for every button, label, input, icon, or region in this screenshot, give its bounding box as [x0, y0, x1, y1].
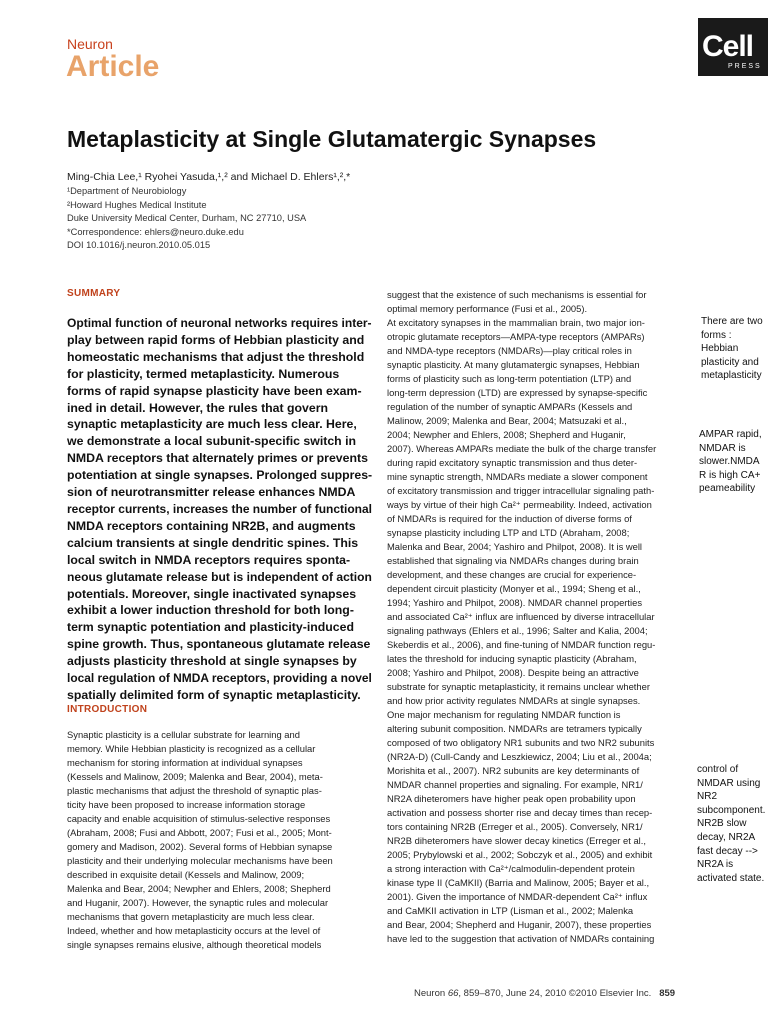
body-line: and CaMKII activation in LTP (Lisman et al., 2002; Malenka: [387, 905, 634, 916]
intro-line: mechanism for storing information at individual synapses: [67, 757, 303, 768]
correspondence-link[interactable]: *Correspondence: ehlers@neuro.duke.edu: [67, 226, 244, 237]
summary-line: homeostatic mechanisms that adjust the threshold: [67, 349, 365, 364]
body-line: signaling pathways (Ehlers et al., 1996; Salter and Kalia, 2004;: [387, 625, 648, 636]
body-line: One major mechanism for regulating NMDAR function is: [387, 709, 621, 720]
intro-line: single synapses remains elusive, although theoretical models: [67, 939, 322, 950]
margin-note-line: slower.NMDA: [699, 456, 760, 468]
margin-note-nr2: [697, 763, 765, 885]
body-line: kinase type II (CaMKII) (Barria and Malinow, 2005; Bayer et al.,: [387, 877, 650, 888]
intro-line: Indeed, whether and how metaplasticity occurs at the level of: [67, 925, 321, 936]
margin-note-line: metaplasticity: [701, 370, 762, 382]
body-line: optimal memory performance (Fusi et al., 2005).: [387, 303, 588, 314]
body-line: and NMDA-type receptors (NMDARs)—play critical roles in: [387, 345, 632, 356]
paper-title: Metaplasticity at Single Glutamatergic Synapses: [67, 126, 597, 152]
body-line: At excitatory synapses in the mammalian brain, two major ion-: [387, 317, 645, 328]
margin-note-line: R is high CA+: [699, 469, 761, 481]
body-line: established that signaling via NMDARs changes during brain: [387, 555, 639, 566]
summary-line: calcium transients at single dendritic spines. This: [67, 535, 359, 550]
introduction-heading: INTRODUCTION: [67, 704, 148, 715]
page-footer: [414, 988, 675, 999]
summary-line: NMDA receptors that alternately primes or prevents: [67, 451, 368, 466]
body-line: of excitatory transmission and trigger intracellular signaling path-: [387, 485, 655, 496]
margin-note-line: fast decay -->: [697, 845, 758, 857]
body-line: 2007). Whereas AMPARs mediate the bulk of the charge transfer: [387, 443, 657, 454]
margin-note-line: AMPAR rapid,: [699, 429, 762, 440]
footer-citation: , 859–870, June 24, 2010 ©2010 Elsevier Inc.: [458, 988, 652, 999]
affiliation-3: Duke University Medical Center, Durham, NC 27710, USA: [67, 213, 307, 224]
body-line: lates the threshold for inducing synaptic plasticity (Abraham,: [387, 653, 637, 664]
footer-volume: 66: [447, 988, 459, 999]
summary-line: potentials. Moreover, single inactivated synapses: [67, 586, 357, 601]
summary-line: Optimal function of neuronal networks requires inter-: [67, 316, 372, 330]
summary-line: exhibit a lower induction threshold for both long-: [67, 603, 354, 618]
intro-line: mechanisms that govern metaplasticity are much less clear.: [67, 911, 315, 922]
summary-line: potentiation at single synapses. Prolonged suppres-: [67, 468, 372, 483]
body-line: ways by virtue of their high Ca²⁺ permeability. Indeed, activation: [387, 499, 652, 510]
body-line: substrate for synaptic metaplasticity, it remains unclear whether: [387, 681, 650, 692]
body-line: NMDAR channel properties and signaling. For example, NR1/: [387, 779, 643, 790]
summary-line: local switch in NMDA receptors requires sponta-: [67, 552, 351, 567]
summary-line: play between rapid forms of Hebbian plasticity and: [67, 332, 365, 347]
page-number: 859: [659, 988, 676, 999]
margin-note-line: forms :: [701, 329, 732, 341]
affiliations: [67, 185, 306, 253]
summary-line: receptor currents, increases the number of functional: [67, 501, 372, 516]
intro-line: ticity have been proposed to increase information storage: [67, 799, 306, 810]
summary-line: adjusts plasticity threshold at single synapses by: [67, 654, 357, 669]
body-line: Malenka and Bear, 2004; Yashiro and Philpot, 2008). It is well: [387, 541, 643, 552]
intro-line: Synaptic plasticity is a cellular substrate for learning and: [67, 729, 300, 740]
intro-line: Malenka and Bear, 2004; Newpher and Ehlers, 2008; Shepherd: [67, 883, 331, 894]
body-line: 2004; Newpher and Ehlers, 2008; Shepherd and Huganir,: [387, 429, 626, 440]
section-label: Article: [66, 50, 160, 83]
body-line: mine synaptic strength, NMDARs mediate a slower component: [387, 471, 648, 482]
body-line: forms of plasticity such as long-term potentiation (LTP) and: [387, 373, 632, 384]
margin-note-line: NR2B slow: [697, 818, 747, 830]
summary-line: for plasticity, termed metaplasticity. Numerous: [67, 366, 340, 381]
logo-sub-text: PRESS: [728, 63, 762, 70]
summary-body: [67, 315, 372, 704]
body-line: synaptic plasticity. At many glutamatergic synapses, Hebbian: [387, 359, 640, 370]
affiliation-1: ¹Department of Neurobiology: [67, 186, 187, 196]
margin-note-ampar: [699, 428, 762, 496]
journal-name: Neuron: [67, 36, 113, 52]
summary-line: term synaptic potentiation and plasticity-induced: [67, 620, 354, 635]
intro-line: (Abraham, 2008; Fusi and Abbott, 2007; Fusi et al., 2005; Mont-: [67, 827, 332, 838]
body-line: composed of two obligatory NR1 subunits and two NR2 subunits: [387, 737, 655, 748]
summary-heading: SUMMARY: [67, 288, 121, 299]
affiliation-2: ²Howard Hughes Medical Institute: [67, 199, 207, 210]
body-line: altering subunit composition. NMDARs are tetramers typically: [387, 723, 642, 734]
author-list: Ming-Chia Lee,¹ Ryohei Yasuda,¹,² and Michael D. Ehlers¹,²,*: [67, 171, 351, 183]
introduction-column-2: [387, 288, 693, 946]
margin-note-line: NR2: [697, 791, 718, 803]
body-line: Malinow, 2009; Malenka and Bear, 2004; Matsuzaki et al.,: [387, 415, 627, 426]
introduction-column-1: [67, 728, 372, 952]
intro-line: and Huganir, 2007). However, the synaptic rules and molecular: [67, 897, 329, 908]
body-line: development, and these changes are crucial for experience-: [387, 569, 637, 580]
body-line: synapse plasticity including LTP and LTD (Abraham, 2008;: [387, 527, 630, 538]
body-line: and Bear, 2004; Shepherd and Huganir, 2007), these properties: [387, 919, 652, 930]
margin-note-line: control of: [697, 764, 739, 775]
body-line: a strong interaction with Ca²⁺/calmodulin-dependent protein: [387, 863, 635, 874]
summary-line: neous glutamate release but is independent of action: [67, 569, 372, 584]
body-line: NR2B diheteromers have slower decay kinetics (Erreger et al.,: [387, 835, 646, 846]
body-line: during rapid excitatory synaptic transmission and thus deter-: [387, 457, 638, 468]
summary-line: sion of neurotransmitter release enhances NMDA: [67, 485, 356, 500]
body-line: suggest that the existence of such mechanisms is essential for: [387, 289, 647, 300]
intro-line: plastic mechanisms that adjust the threshold of synaptic plas-: [67, 785, 322, 796]
body-line: and how prior activity regulates NMDARs at single synapses.: [387, 695, 641, 706]
body-line: otropic glutamate receptors—AMPA-type receptors (AMPARs): [387, 331, 645, 342]
body-line: Morishita et al., 2007). NR2 subunits are key determinants of: [387, 765, 640, 776]
margin-note-line: Hebbian: [701, 343, 739, 355]
footer-journal: Neuron: [414, 988, 446, 999]
margin-note-line: There are two: [701, 316, 763, 327]
margin-note-line: NMDAR is: [699, 442, 746, 454]
summary-line: spatially delimited form of synaptic metaplasticity.: [67, 687, 361, 702]
doi: DOI 10.1016/j.neuron.2010.05.015: [67, 240, 211, 251]
body-line: tors containing NR2B (Erreger et al., 2005). Conversely, NR1/: [387, 821, 643, 832]
body-line: 1994; Yashiro and Philpot, 2008). NMDAR channel properties: [387, 597, 643, 608]
body-line: Skeberdis et al., 2006), and fine-tuning of NMDAR function regu-: [387, 639, 656, 650]
summary-line: we demonstrate a local subunit-specific switch in: [67, 434, 357, 449]
margin-note-line: peameability: [699, 483, 756, 495]
publisher-logo: [698, 18, 768, 76]
body-line: have led to the suggestion that activation of NMDARs containing: [387, 933, 655, 944]
summary-line: synaptic metaplasticity are much less clear. Here,: [67, 417, 357, 432]
body-line: NR2A diheteromers have higher peak open probability upon: [387, 793, 636, 804]
summary-line: NMDA receptors containing NR2B, and augments: [67, 518, 356, 533]
body-line: dependent circuit plasticity (Monyer et al., 1994; Sheng et al.,: [387, 583, 641, 594]
intro-line: plasticity and their underlying molecular mechanisms have been: [67, 855, 333, 866]
intro-line: gomery and Madison, 2002). Several forms of Hebbian synapse: [67, 841, 333, 852]
body-line: activation and possess shorter rise and decay times than recep-: [387, 807, 653, 818]
margin-note-line: activated state.: [697, 872, 765, 884]
intro-line: (Kessels and Malinow, 2009; Malenka and Bear, 2004), meta-: [67, 771, 323, 782]
margin-note-line: decay, NR2A: [697, 831, 756, 843]
body-line: 2001). Given the importance of NMDAR-dependent Ca²⁺ influx: [387, 891, 648, 902]
intro-line: memory. While Hebbian plasticity is recognized as a cellular: [67, 743, 316, 754]
margin-note-line: NMDAR using: [697, 777, 761, 789]
margin-note-line: NR2A is: [697, 859, 734, 871]
logo-main-text: Cell: [702, 30, 754, 63]
body-line: regulation of the number of synaptic AMPARs (Kessels and: [387, 401, 633, 412]
margin-note-line: subcomponent.: [697, 804, 766, 816]
summary-line: local regulation of NMDA receptors, providing a novel: [67, 671, 372, 686]
body-line: (NR2A-D) (Cull-Candy and Leszkiewicz, 2004; Liu et al., 2004a;: [387, 751, 652, 762]
summary-line: spine growth. Thus, spontaneous glutamate release: [67, 637, 371, 652]
margin-note-forms: [701, 315, 763, 383]
body-line: of NMDARs is required for the induction of diverse forms of: [387, 513, 632, 524]
intro-line: described in exquisite detail (Kessels and Malinow, 2009;: [67, 869, 305, 880]
margin-note-line: plasticity and: [701, 356, 759, 368]
body-line: and associated Ca²⁺ influx are influenced by diverse intracellular: [387, 611, 655, 622]
body-line: 2008; Yashiro and Philpot, 2008). Despite being an attractive: [387, 667, 639, 678]
summary-line: ined in detail. However, the rules that govern: [67, 400, 329, 415]
summary-line: forms of rapid synapse plasticity have been exam-: [67, 383, 362, 398]
intro-line: capacity and enable acquisition of stimulus-selective responses: [67, 813, 331, 824]
body-line: 2005; Prybylowski et al., 2002; Sobczyk et al., 2005) and exhibit: [387, 849, 653, 860]
body-line: long-term depression (LTD) are expressed by synapse-specific: [387, 387, 648, 398]
